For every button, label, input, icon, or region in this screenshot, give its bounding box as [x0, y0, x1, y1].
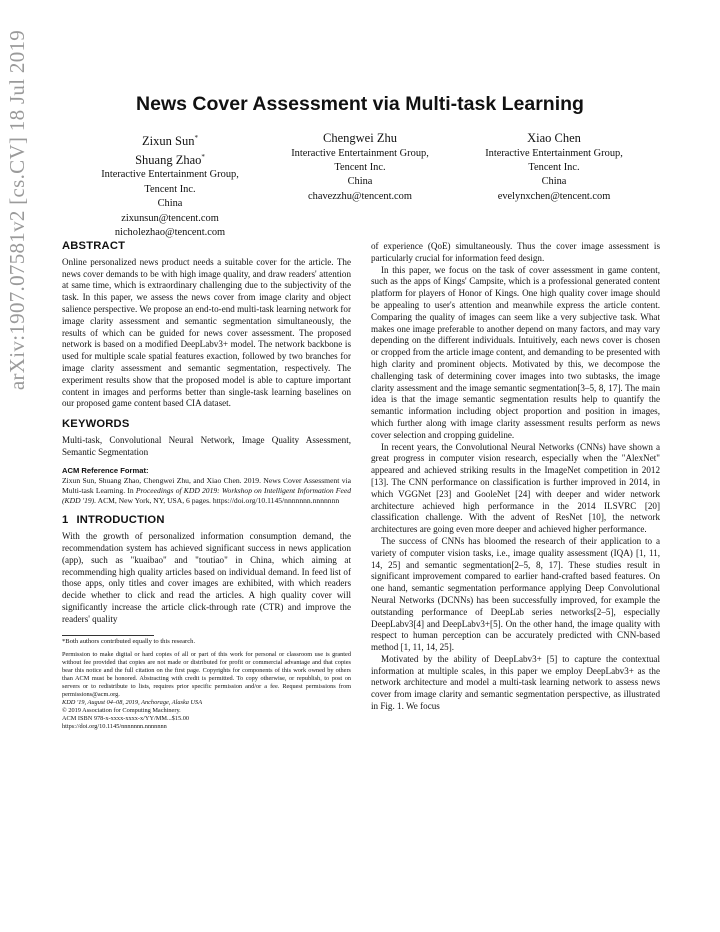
body-paragraph: The success of CNNs has bloomed the research of their application to a variety of computer vision tasks, i.e., image quality assessment (IQA) [1, 11, 14, 25] and semantic segmentation[2–5, 8, 17]. These studies result in significant improvement compared to earlier hand-crafted based features. On one hand, semantic segmentation performance applying Deep Convolutional Neural Networks (DCNNs) has been successfully improved, for example the outstanding performance of DeepLab series networks[2–5], especially DeepLabv3[4] and DeepLabv3+[5]. On the other hand, the image quality with respect to human perception can be accurately predicted with CNN-based method [1, 11, 14, 25].: [371, 535, 660, 653]
keywords-heading: KEYWORDS: [62, 418, 130, 431]
author-affiliation: Interactive Entertainment Group,: [291, 147, 429, 159]
footnote: *Both authors contributed equally to this research.: [62, 637, 196, 645]
author-affiliation: Interactive Entertainment Group,: [101, 169, 239, 181]
paper-title: News Cover Assessment via Multi-task Learning: [136, 93, 584, 115]
doi-link[interactable]: https://doi.org/10.1145/nnnnnnn.nnnnnnn: [62, 722, 167, 730]
author-affiliation: China: [347, 176, 373, 188]
author-2: [260, 131, 460, 204]
body-paragraph: Motivated by the ability of DeepLabv3+ [5] to capture the contextual information at multiple scales, in this paper we employ DeepLabv3+ as the network architecture and model a multi-task learning network to assess news cover from image clarity and semantic segmentation perspective, as illustrated in Fig. 1. We focus: [371, 653, 660, 712]
author-name: Zixun Sun: [142, 134, 195, 149]
section-number: 1: [62, 514, 69, 527]
author-1: [70, 131, 270, 240]
equal-contribution-mark: *: [194, 134, 198, 142]
author-email[interactable]: evelynxchen@tencent.com: [497, 190, 611, 202]
acm-reference-authors: Zixun Sun, Shuang Zhao, Chengwei Zhu, and Xiao Chen. 2019. News Cover Assessment via Multi-task Learning. In: [62, 476, 351, 496]
acm-reference-heading: ACM Reference Format:: [62, 465, 149, 475]
author-3: [454, 131, 654, 204]
left-column: [62, 241, 351, 731]
body-paragraph: In this paper, we focus on the task of cover assessment in game content, such as the apps of Kings' Campsite, which is a professional generated content platform for players of Honor of Kings. One high quality cover image should be appealing to user's attention and meanwhile express the article content. Comparing the quality of images can seem like a very subjective task. What makes one image preferable to another depend on many factors, and may vary depending on the different individuals. Intuitively, each news cover is chosen or cropped from the article image content, and demanding to be presented with high clarity and prominent objects. Motivated by this, we decompose the challenging task of determining cover images into two subtasks, the image clarity assessment and the image semantic segmentation[3–5, 8, 17]. The main idea is that the image semantic segmentation results help to quantify the semantic information including object proportion and position in images, which further along with image clarity assessment results perform as news cover selection and cropping guideline.: [371, 264, 660, 440]
acm-reference-venue: Proceedings of KDD 2019: Workshop on Intelligent Information Feed (KDD '19).: [62, 486, 351, 506]
author-name: Xiao Chen: [527, 131, 581, 145]
acm-reference-text: [62, 476, 351, 506]
conference-info: KDD '19, August 04–08, 2019, Anchorage, Alaska USA: [62, 698, 203, 706]
author-block: [60, 131, 660, 236]
author-name: Shuang Zhao: [135, 152, 202, 167]
body-paragraph: In recent years, the Convolutional Neural Networks (CNNs) have shown a great progress in computer vision research, especially when the "AlexNet" appeared and achieved striking results in the ImageNet competition in 2012 [13]. The CNN performance on classification is further improved in 2014, in which VGGNet [23] and GooleNet [24] with deeper and wider network architecture achieved high performance in the 2014 ILSVRC [20] classification challenge. With the advent of ResNet [10], the network architectures are going even more deeper and achieved higher performance.: [371, 441, 660, 535]
acm-reference-publisher: ACM, New York, NY, USA, 6 pages. https://doi.org/10.1145/nnnnnnn.nnnnnnn: [96, 496, 340, 506]
abstract-text: Online personalized news product needs a suitable cover for the article. The news cover demands to be with high image quality, and draw readers' attention at same time, which is extraordinary challenging due to the subjectivity of the task. In this paper, we assess the news cover from image clarity and object salience perspective. We propose an end-to-end multi-task learning network for image clarity assessment and semantic segmentation simultaneously, the results of which can be guided for news cover assessment. The proposed network is based on a modified DeepLabv3+ model. The network backbone is used for multiple scale spatial features exaction, followed by two branches for image clarity assessment and semantic segmentation, respectively. The experiment results show that the proposed model is able to capture important content in images and performs better than single-task learning baselines on our proposed game content based CIA dataset.: [62, 256, 351, 409]
author-affiliation: China: [157, 198, 183, 210]
intro-paragraph: With the growth of personalized information consumption demand, the recommendation system has achieved significant success in news application (app), such as "kuaibao" and "toutiao" in China, which aiming at recommending high quality articles based on individual demand. In feed list of those apps, only titles and cover images are exhibited, with which readers decide whether to click and read the articles. A high quality cover will significantly increase the article click-through rate (CTR) and improve the readers' quality: [62, 531, 351, 624]
arxiv-identifier: arXiv:1907.07581v2 [cs.CV] 18 Jul 2019: [5, 29, 29, 391]
author-email[interactable]: nicholezhao@tencent.com: [114, 226, 226, 238]
author-name: Chengwei Zhu: [323, 131, 397, 145]
permission-notice: Permission to make digital or hard copies of all or part of this work for personal or classroom use is granted without fee provided that copies are not made or distributed for profit or commercial advantage and that copies bear this notice and the full citation on the first page. Copyrights for components of this work owned by others than ACM must be honored. Abstracting with credit is permitted. To copy otherwise, or republish, to post on servers or to redistribute to lists, requires prior specific permission and/or a fee. Request permissions from permissions@acm.org.: [62, 650, 351, 698]
abstract-heading: ABSTRACT: [62, 240, 126, 252]
copyright-notice: © 2019 Association for Computing Machinery.: [62, 706, 181, 714]
author-affiliation: Tencent Inc.: [528, 161, 580, 173]
author-affiliation: China: [541, 176, 567, 188]
isbn: ACM ISBN 978-x-xxxx-xxxx-x/YY/MM...$15.00: [62, 714, 189, 722]
author-affiliation: Tencent Inc.: [334, 161, 386, 173]
section-title: INTRODUCTION: [76, 514, 165, 527]
equal-contribution-mark: *: [201, 152, 205, 161]
footnote-rule: [62, 635, 154, 636]
author-email[interactable]: chavezzhu@tencent.com: [308, 190, 412, 202]
author-email[interactable]: zixunsun@tencent.com: [121, 212, 219, 224]
right-column: [371, 241, 660, 713]
author-affiliation: Tencent Inc.: [144, 183, 196, 195]
introduction-heading: [62, 515, 351, 527]
keywords-text: Multi-task, Convolutional Neural Network, Image Quality Assessment, Semantic Segmentation: [62, 434, 351, 457]
author-affiliation: Interactive Entertainment Group,: [485, 147, 623, 159]
body-paragraph: of experience (QoE) simultaneously. Thus the cover image assessment is particularly crucial for information feed design.: [371, 241, 660, 263]
